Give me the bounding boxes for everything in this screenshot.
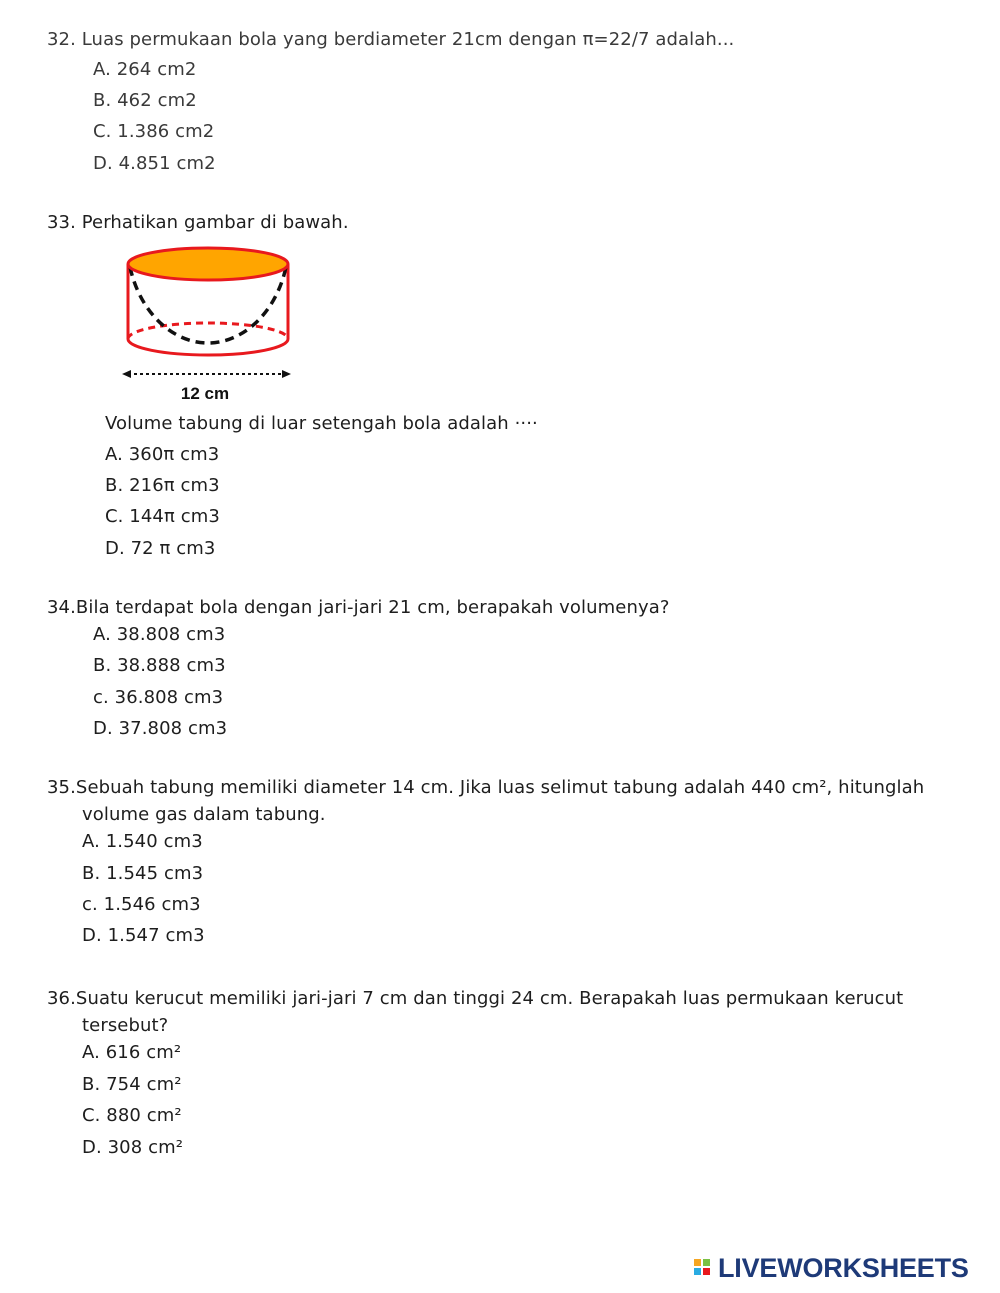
q32-option-c[interactable]: C. 1.386 cm2: [93, 121, 215, 142]
q35-option-d[interactable]: D. 1.547 cm3: [82, 925, 205, 946]
q34-option-d[interactable]: D. 37.808 cm3: [93, 718, 228, 739]
q35-option-b[interactable]: B. 1.545 cm3: [82, 863, 204, 884]
q35-question-line2: volume gas dalam tabung.: [82, 804, 326, 825]
q34-question: 34.Bila terdapat bola dengan jari-jari 21 cm, berapakah volumenya?: [47, 597, 670, 618]
q33-option-d[interactable]: D. 72 π cm3: [105, 538, 216, 559]
logo-wordmark: LIVEWORKSHEETS: [718, 1253, 969, 1283]
q32-option-d[interactable]: D. 4.851 cm2: [93, 153, 216, 174]
diameter-label: 12 cm: [180, 384, 230, 403]
liveworksheets-logo: [692, 1252, 992, 1286]
cylinder-hemisphere-figure: [118, 243, 298, 408]
q36-option-a[interactable]: A. 616 cm²: [82, 1042, 182, 1063]
q36-option-d[interactable]: D. 308 cm²: [82, 1137, 184, 1158]
q33-subquestion: Volume tabung di luar setengah bola adalah ····: [105, 413, 538, 434]
q34-option-c[interactable]: c. 36.808 cm3: [93, 687, 224, 708]
q36-option-c[interactable]: C. 880 cm²: [82, 1105, 182, 1126]
q36-question-line1: 36.Suatu kerucut memiliki jari-jari 7 cm dan tinggi 24 cm. Berapakah luas permukaan kerucut: [47, 988, 904, 1009]
q36-option-b[interactable]: B. 754 cm²: [82, 1074, 182, 1095]
q33-option-c[interactable]: C. 144π cm3: [105, 506, 220, 527]
q35-option-c[interactable]: c. 1.546 cm3: [82, 894, 201, 915]
q32-option-a[interactable]: A. 264 cm2: [93, 59, 197, 80]
q35-option-a[interactable]: A. 1.540 cm3: [82, 831, 203, 852]
q33-option-a[interactable]: A. 360π cm3: [105, 444, 220, 465]
q33-option-b[interactable]: B. 216π cm3: [105, 475, 220, 496]
q36-question-line2: tersebut?: [82, 1015, 169, 1036]
q34-option-b[interactable]: B. 38.888 cm3: [93, 655, 226, 676]
logo-squares-icon: [694, 1259, 714, 1279]
q34-option-a[interactable]: A. 38.808 cm3: [93, 624, 226, 645]
q32-option-b[interactable]: B. 462 cm2: [93, 90, 197, 111]
q35-question-line1: 35.Sebuah tabung memiliki diameter 14 cm. Jika luas selimut tabung adalah 440 cm², hitunglah: [47, 777, 925, 798]
q32-question: 32. Luas permukaan bola yang berdiameter 21cm dengan π=22/7 adalah...: [47, 29, 735, 50]
q33-question: 33. Perhatikan gambar di bawah.: [47, 212, 349, 233]
